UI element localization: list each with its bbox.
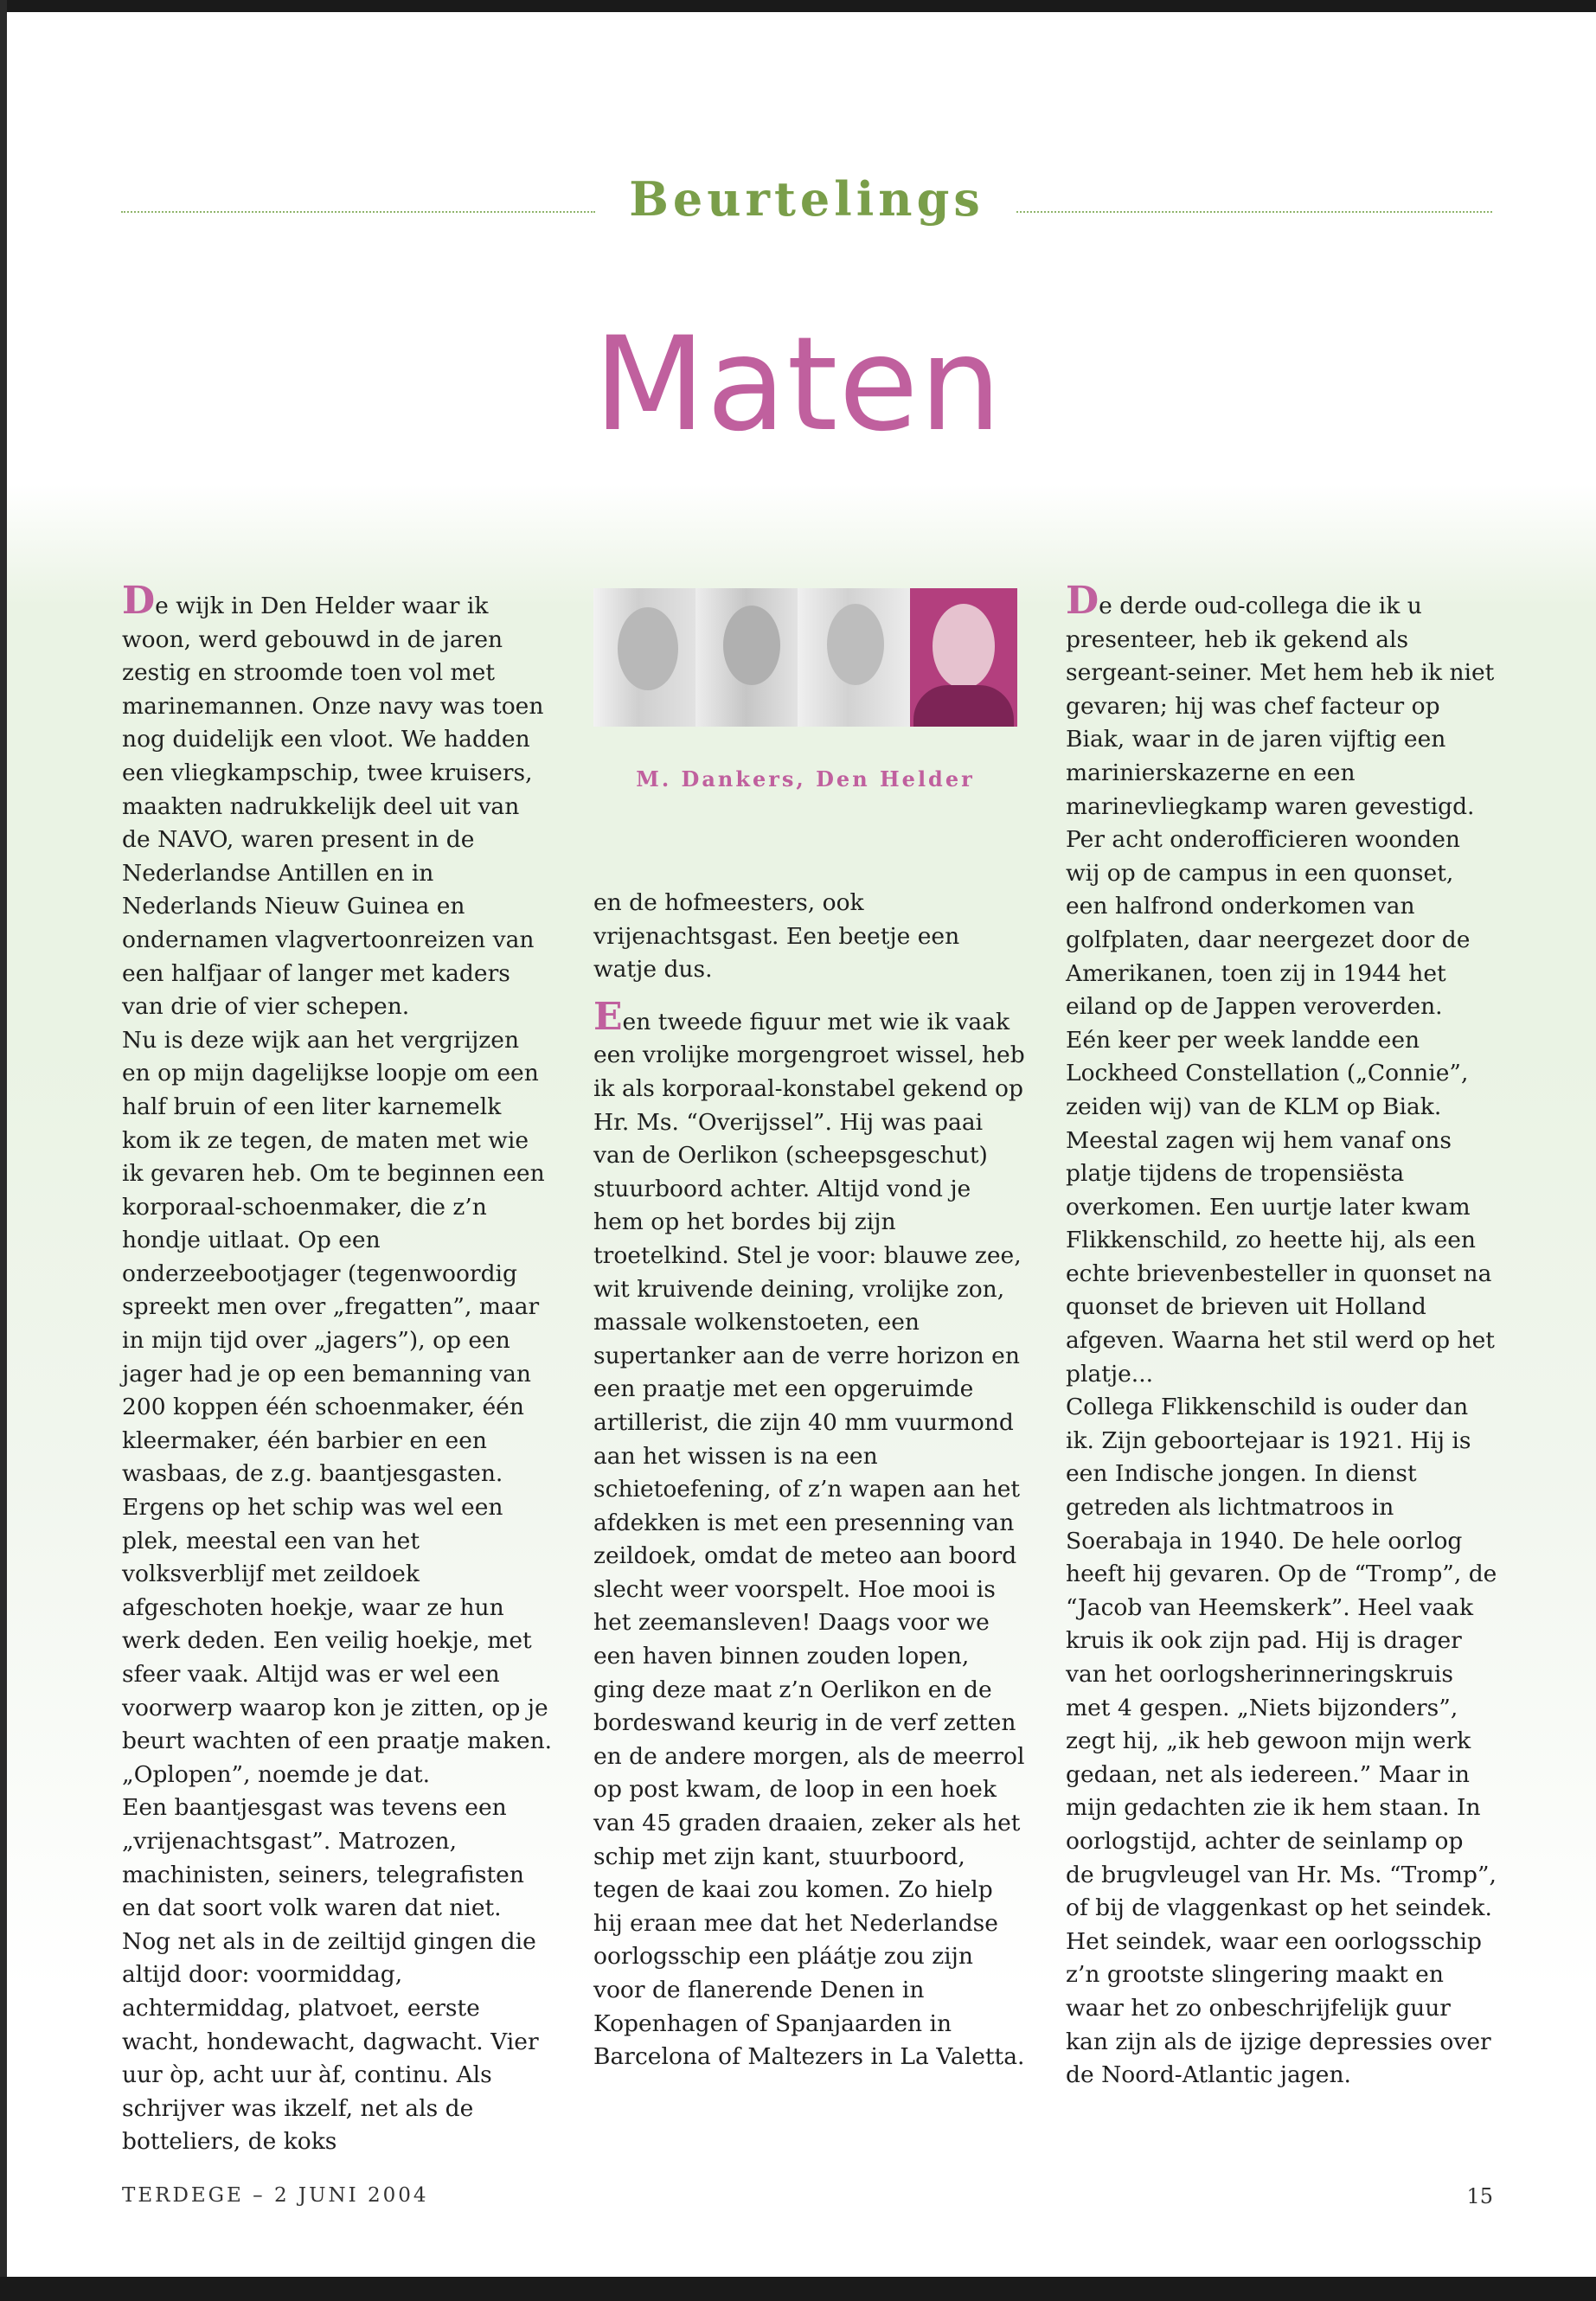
face-silhouette xyxy=(933,604,995,689)
text-column-2 xyxy=(593,887,1026,2074)
paragraph xyxy=(1066,579,1498,1024)
face-silhouette xyxy=(827,604,884,685)
drop-cap: E xyxy=(593,994,623,1039)
drop-cap: D xyxy=(122,579,156,623)
paragraph: Een baantjesgast was tevens een „vrijenachtsgast”. Matrozen, machinisten, seiners, telegrafisten en dat soort volk waren dat niet. Nog net als in de zeiltijd gingen die altijd door: voormiddag, achtermiddag, platvoet, eerste wacht, hondewacht, dagwacht. Vier uur òp, acht uur àf, continu. Als schrijver was ikzelf, net als de botteliers, de koks xyxy=(122,1794,539,2156)
paragraph xyxy=(122,579,554,1024)
paragraph: Nu is deze wijk aan het vergrijzen en op mijn dagelijkse loopje om een half bruin of een liter karnemelk kom ik ze tegen, de maten met wie ik gevaren heb. Om te beginnen een korporaal-schoenmaker, die z’n hondje uitlaat. Op een onderzeebootjager (tegenwoordig spreekt men over „fregatten”, maar in mijn tijd over „jagers”), op een jager had je op een bemanning van 200 koppen één schoenmaker, één kleermaker, één barbier en een wasbaas, de z.g. baantjesgasten. Ergens op het schip was wel een plek, meestal een van het volksverblijf met zeildoek afgeschoten hoekje, waar ze hun werk deden. Een veilig hoekje, met sfeer vaak. Altijd was er wel een voorwerp waarop kon je zitten, op je beurt wachten of een praatje maken. „Oplopen”, noemde je dat. xyxy=(122,1026,553,1788)
section-kicker: Beurtelings xyxy=(629,171,984,227)
kicker-rule-right xyxy=(1016,211,1492,213)
author-byline: M. Dankers, Den Helder xyxy=(636,766,975,792)
page-number: 15 xyxy=(1466,2184,1493,2208)
article-title: Maten xyxy=(593,310,1003,460)
scan-top-border xyxy=(0,0,1596,12)
text-column-1 xyxy=(122,579,554,2159)
scan-bottom-border xyxy=(0,2277,1596,2301)
author-photo-highlighted xyxy=(910,588,1017,727)
paragraph: Eén keer per week landde een Lockheed Constellation („Connie”, zeiden wij) van de KLM op Biak. Meestal zagen wij hem vanaf ons platje tijdens de tropensiësta overkomen. Een uurtje later kwam Flikkenschild, zo heette hij, als een echte brievenbesteller in quonset na quonset de brieven uit Holland afgeven. Waarna het stil werd op het platje... xyxy=(1066,1026,1495,1388)
face-silhouette xyxy=(618,607,678,690)
author-photo-2 xyxy=(695,588,808,727)
paragraph-text: en tweede figuur met wie ik vaak een vrolijke morgengroet wissel, heb ik als korporaal-konstabel gekend op Hr. Ms. “Overijssel”. Hij was paai van de Oerlikon (scheepsgeschut) stuurboord achter. Altijd vond je hem op het bordes bij zijn troetelkind. Stel je voor: blauwe zee, wit kruivende deining, vrolijke zon, massale wolkenstoeten, een supertanker aan de verre horizon en een praatje met een opgeruimde artillerist, die zijn 40 mm vuurmond aan het wissen is na een schietoefening, of z’n wapen aan het afdekken is met een presenning van zeildoek, omdat de meteo aan boord slecht weer voorspelt. Hoe mooi is het zeemansleven! Daags voor we een haven binnen zouden lopen, ging deze maat z’n Oerlikon en de bordeswand keurig in de verf zetten en de andere morgen, als de meerrol op post kwam, de loop in een hoek van 45 graden draaien, zeker als het schip met zijn kant, stuurboord, tegen de kaai zou komen. Zo hielp hij eraan mee dat het Nederlandse oorlogsschip een pláátje zou zijn voor de flanerende Denen in Kopenhagen of Spanjaarden in Barcelona of Maltezers in La Valetta. xyxy=(593,1008,1025,2071)
drop-cap: D xyxy=(1066,579,1099,623)
text-column-3 xyxy=(1066,579,1498,2093)
paragraph: en de hofmeesters, ook vrijenachtsgast. Een beetje een watje dus. xyxy=(593,889,960,984)
shirt-shape xyxy=(913,685,1014,727)
paragraph: Collega Flikkenschild is ouder dan ik. Zijn geboortejaar is 1921. Hij is een Indische jongen. In dienst getreden als lichtmatroos in Soerabaja in 1940. De hele oorlog heeft hij gevaren. Op de “Tromp”, de “Jacob van Heemskerk”. Heel vaak kruis ik ook zijn pad. Hij is drager van het oorlogsherinneringskruis met 4 gespen. „Niets bijzonders”, zegt hij, „ik heb gewoon mijn werk gedaan, net als iedereen.” Maar in mijn gedachten zie ik hem staan. In oorlogstijd, achter de seinlamp op de brugvleugel van Hr. Ms. “Tromp”, of bij de vlaggenkast op het seindek. Het seindek, waar een oorlogsschip z’n grootste slingering maakt en waar het zo onbeschrijfelijk guur kan zijn als de ijzige depressies over de Noord-Atlantic jagen. xyxy=(1066,1394,1497,2089)
paragraph xyxy=(593,994,1026,2074)
paragraph-text: e derde oud-collega die ik u presenteer, heb ik gekend als sergeant-seiner. Met hem heb ik niet gevaren; hij was chef facteur op Biak, waar in de jaren vijftig een marinierskazerne en een marinevliegkamp waren gevestigd. Per acht onderofficieren woonden wij op de campus in een quonset, een halfrond onderkomen van golfplaten, daar neergezet door de Amerikanen, toen zij in 1944 het eiland op de Jappen veroverden. xyxy=(1066,593,1495,1021)
author-photo-3 xyxy=(798,588,910,727)
paragraph-text: e wijk in Den Helder waar ik woon, werd gebouwd in de jaren zestig en stroomde toen vol met marinemannen. Onze navy was toen nog duidelijk een vloot. We hadden een vliegkampschip, twee kruisers, maakten nadrukkelijk deel uit van de NAVO, waren present in de Nederlandse Antillen en in Nederlands Nieuw Guinea en ondernamen vlagvertoonreizen van een halfjaar of langer met kaders van drie of vier schepen. xyxy=(122,593,544,1021)
face-silhouette xyxy=(723,606,780,685)
author-photo-1 xyxy=(593,588,706,727)
footer-publication: TERDEGE – 2 JUNI 2004 xyxy=(122,2184,429,2207)
kicker-rule-left xyxy=(121,211,595,213)
author-photo-strip xyxy=(593,588,1017,727)
